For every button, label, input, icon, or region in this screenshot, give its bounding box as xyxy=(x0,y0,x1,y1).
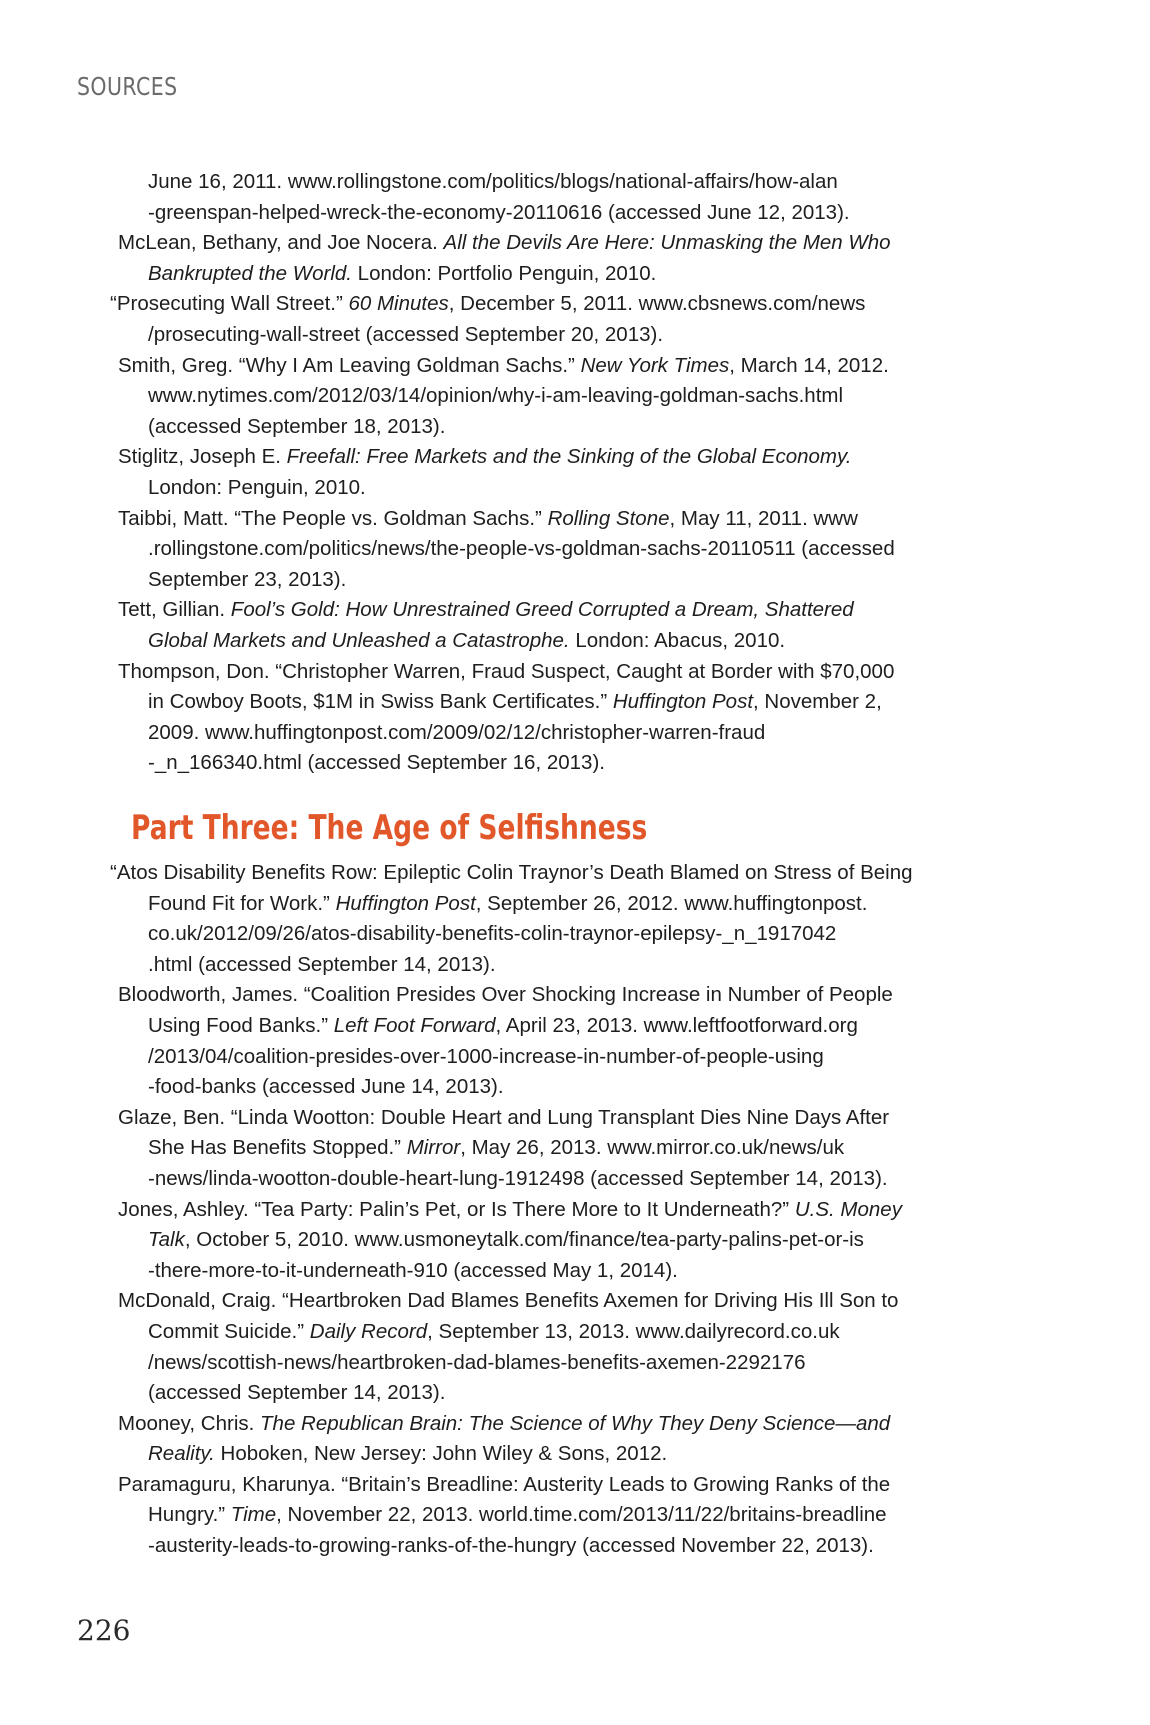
bibliography-entry xyxy=(118,657,998,779)
entry-text: Smith, Greg. “Why I Am Leaving Goldman Sachs.” xyxy=(118,353,581,377)
entry-text: Taibbi, Matt. “The People vs. Goldman Sachs.” xyxy=(118,506,548,530)
entry-text: Hoboken, New Jersey: John Wiley & Sons, 2012. xyxy=(214,1442,668,1466)
entry-line xyxy=(118,980,998,1011)
italic-title: Mirror xyxy=(406,1136,461,1160)
entry-line xyxy=(148,198,998,229)
entry-text: , December 5, 2011. www.cbsnews.com/news xyxy=(448,292,866,316)
entry-text: McDonald, Craig. “Heartbroken Dad Blames Benefits Axemen for Driving His Ill Son to xyxy=(118,1289,899,1313)
entry-text: -austerity-leads-to-growing-ranks-of-the-hungry (accessed November 22, 2013). xyxy=(148,1534,874,1558)
entry-text: co.uk/2012/09/26/atos-disability-benefits-colin-traynor-epilepsy-_n_1917042 xyxy=(148,922,837,946)
bibliography-entry xyxy=(118,1470,998,1562)
entry-line xyxy=(118,504,998,535)
italic-title: Global Markets and Unleashed a Catastrophe. xyxy=(148,628,570,652)
entry-line xyxy=(148,687,998,718)
entry-line xyxy=(118,1103,998,1134)
entry-line xyxy=(148,1225,998,1256)
entry-line xyxy=(148,1133,998,1164)
entry-line xyxy=(148,748,998,779)
entry-text: , October 5, 2010. www.usmoneytalk.com/finance/tea-party-palins-pet-or-is xyxy=(184,1228,864,1252)
italic-title: Huffington Post xyxy=(335,891,476,915)
entry-text: , November 22, 2013. world.time.com/2013/11/22/britains-breadline xyxy=(276,1503,887,1527)
entry-line xyxy=(118,1470,998,1501)
entry-line xyxy=(148,1348,998,1379)
entry-line xyxy=(118,1195,998,1226)
entry-text: Bloodworth, James. “Coalition Presides Over Shocking Increase in Number of People xyxy=(118,983,893,1007)
running-head: SOURCES xyxy=(77,72,178,101)
entry-line xyxy=(148,167,998,198)
italic-title: Talk xyxy=(148,1228,185,1252)
entry-text: www.nytimes.com/2012/03/14/opinion/why-i-am-leaving-goldman-sachs.html xyxy=(148,384,844,408)
entry-text: -greenspan-helped-wreck-the-economy-20110616 (accessed June 12, 2013). xyxy=(148,200,850,224)
bibliography-entry xyxy=(118,1103,998,1195)
italic-title: U.S. Money xyxy=(794,1197,902,1221)
entry-text: , November 2, xyxy=(753,690,882,714)
entry-text: London: Abacus, 2010. xyxy=(569,628,786,652)
italic-title: New York Times xyxy=(580,353,730,377)
italic-title: 60 Minutes xyxy=(348,292,449,316)
bibliography-entry xyxy=(118,980,998,1102)
entry-line xyxy=(148,381,998,412)
entry-text: .rollingstone.com/politics/news/the-people-vs-goldman-sachs-20110511 (accessed xyxy=(148,537,895,561)
bibliography-entry xyxy=(110,858,998,980)
entry-line xyxy=(148,1378,998,1409)
entry-line xyxy=(110,289,998,320)
entry-line xyxy=(148,412,998,443)
bibliography-list-part-two xyxy=(110,167,998,779)
entry-text: (accessed September 18, 2013). xyxy=(148,414,446,438)
entry-text: “Atos Disability Benefits Row: Epileptic Colin Traynor’s Death Blamed on Stress of Being xyxy=(110,861,913,884)
entry-text: 2009. www.huffingtonpost.com/2009/02/12/christopher-warren-fraud xyxy=(148,720,766,744)
entry-text: , March 14, 2012. xyxy=(729,353,889,377)
entry-text: /2013/04/coalition-presides-over-1000-increase-in-number-of-people-using xyxy=(148,1044,824,1068)
entry-text: Stiglitz, Joseph E. xyxy=(118,445,287,469)
entry-line xyxy=(148,1531,998,1562)
entry-line xyxy=(148,565,998,596)
entry-line xyxy=(118,595,998,626)
bibliography-entry xyxy=(118,442,998,503)
bibliography-entry xyxy=(118,1286,998,1408)
italic-title: Rolling Stone xyxy=(547,506,670,530)
italic-title: Time xyxy=(230,1503,277,1527)
italic-title: The Republican Brain: The Science of Why They Deny Science—and xyxy=(260,1411,891,1435)
entry-text: , September 26, 2012. www.huffingtonpost. xyxy=(475,891,868,915)
entry-line xyxy=(118,1409,998,1440)
bibliography-entry xyxy=(118,228,998,289)
entry-line xyxy=(148,473,998,504)
italic-title: Freefall: Free Markets and the Sinking of the Global Economy. xyxy=(286,445,852,469)
entry-line xyxy=(148,919,998,950)
page-number: 226 xyxy=(77,1614,131,1647)
bibliography-entry xyxy=(118,504,998,596)
entry-text: London: Penguin, 2010. xyxy=(148,475,366,499)
entry-line xyxy=(118,442,998,473)
entry-text: , September 13, 2013. www.dailyrecord.co.uk xyxy=(427,1319,840,1343)
entry-line xyxy=(118,657,998,688)
entry-line xyxy=(148,950,998,981)
bibliography-entry xyxy=(118,1409,998,1470)
entry-text: Hungry.” xyxy=(148,1503,231,1527)
entry-line xyxy=(148,1317,998,1348)
italic-title: Left Foot Forward xyxy=(333,1013,496,1037)
entry-text: , May 26, 2013. www.mirror.co.uk/news/uk xyxy=(460,1136,845,1160)
italic-title: Daily Record xyxy=(309,1319,428,1343)
entry-text: -_n_166340.html (accessed September 16, 2013). xyxy=(148,751,605,775)
entry-text: .html (accessed September 14, 2013). xyxy=(148,952,496,976)
entry-text: June 16, 2011. www.rollingstone.com/politics/blogs/national-affairs/how-alan xyxy=(148,170,838,193)
entry-text: Using Food Banks.” xyxy=(148,1013,334,1037)
entry-line xyxy=(118,228,998,259)
entry-line xyxy=(148,1042,998,1073)
entry-line xyxy=(148,320,998,351)
entry-line xyxy=(148,1256,998,1287)
entry-line xyxy=(118,351,998,382)
entry-text: -there-more-to-it-underneath-910 (accessed May 1, 2014). xyxy=(148,1258,678,1282)
entry-text: in Cowboy Boots, $1M in Swiss Bank Certificates.” xyxy=(148,690,613,714)
entry-text: -food-banks (accessed June 14, 2013). xyxy=(148,1075,504,1099)
entry-text: /news/scottish-news/heartbroken-dad-blames-benefits-axemen-2292176 xyxy=(148,1350,806,1374)
entry-line xyxy=(148,259,998,290)
entry-text: Mooney, Chris. xyxy=(118,1411,261,1435)
entry-line xyxy=(148,1011,998,1042)
bibliography-entry xyxy=(118,351,998,443)
entry-text: September 23, 2013). xyxy=(148,567,347,591)
bibliography-entry xyxy=(118,595,998,656)
entry-text: Thompson, Don. “Christopher Warren, Fraud Suspect, Caught at Border with $70,000 xyxy=(118,659,895,683)
bibliography-entry xyxy=(118,1195,998,1287)
entry-line xyxy=(148,718,998,749)
entry-text: (accessed September 14, 2013). xyxy=(148,1381,446,1405)
entry-text: London: Portfolio Penguin, 2010. xyxy=(351,261,657,285)
entry-text: Tett, Gillian. xyxy=(118,598,231,622)
entry-line xyxy=(148,1500,998,1531)
entry-line xyxy=(118,1286,998,1317)
italic-title: Reality. xyxy=(148,1442,215,1466)
italic-title: All the Devils Are Here: Unmasking the Men Who xyxy=(443,231,891,255)
entry-text: Jones, Ashley. “Tea Party: Palin’s Pet, or Is There More to It Underneath?” xyxy=(118,1197,795,1221)
entry-line xyxy=(148,889,998,920)
entry-line xyxy=(148,1439,998,1470)
entry-text: -news/linda-wootton-double-heart-lung-1912498 (accessed September 14, 2013). xyxy=(148,1166,888,1190)
entry-text: Commit Suicide.” xyxy=(148,1319,310,1343)
entry-text: Found Fit for Work.” xyxy=(148,891,336,915)
section-heading: Part Three: The Age of Selfishness xyxy=(131,808,648,848)
entry-line xyxy=(148,534,998,565)
entry-text: Glaze, Ben. “Linda Wootton: Double Heart and Lung Transplant Dies Nine Days After xyxy=(118,1105,890,1129)
entry-line xyxy=(110,858,998,889)
italic-title: Huffington Post xyxy=(612,690,754,714)
bibliography-list-part-three xyxy=(110,858,998,1562)
italic-title: Fool’s Gold: How Unrestrained Greed Corrupted a Dream, Shattered xyxy=(230,598,854,622)
entry-line xyxy=(148,1072,998,1103)
entry-text: /prosecuting-wall-street (accessed September 20, 2013). xyxy=(148,322,664,346)
entry-text: , April 23, 2013. www.leftfootforward.org xyxy=(495,1013,858,1037)
entry-text: “Prosecuting Wall Street.” xyxy=(110,292,349,316)
entry-text: , May 11, 2011. www xyxy=(669,506,858,530)
bibliography-entry xyxy=(118,167,998,228)
italic-title: Bankrupted the World. xyxy=(148,261,352,285)
entry-text: She Has Benefits Stopped.” xyxy=(148,1136,407,1160)
entry-line xyxy=(148,1164,998,1195)
entry-text: Paramaguru, Kharunya. “Britain’s Breadline: Austerity Leads to Growing Ranks of the xyxy=(118,1472,891,1496)
entry-line xyxy=(148,626,998,657)
bibliography-entry xyxy=(110,289,998,350)
entry-text: McLean, Bethany, and Joe Nocera. xyxy=(118,231,444,255)
